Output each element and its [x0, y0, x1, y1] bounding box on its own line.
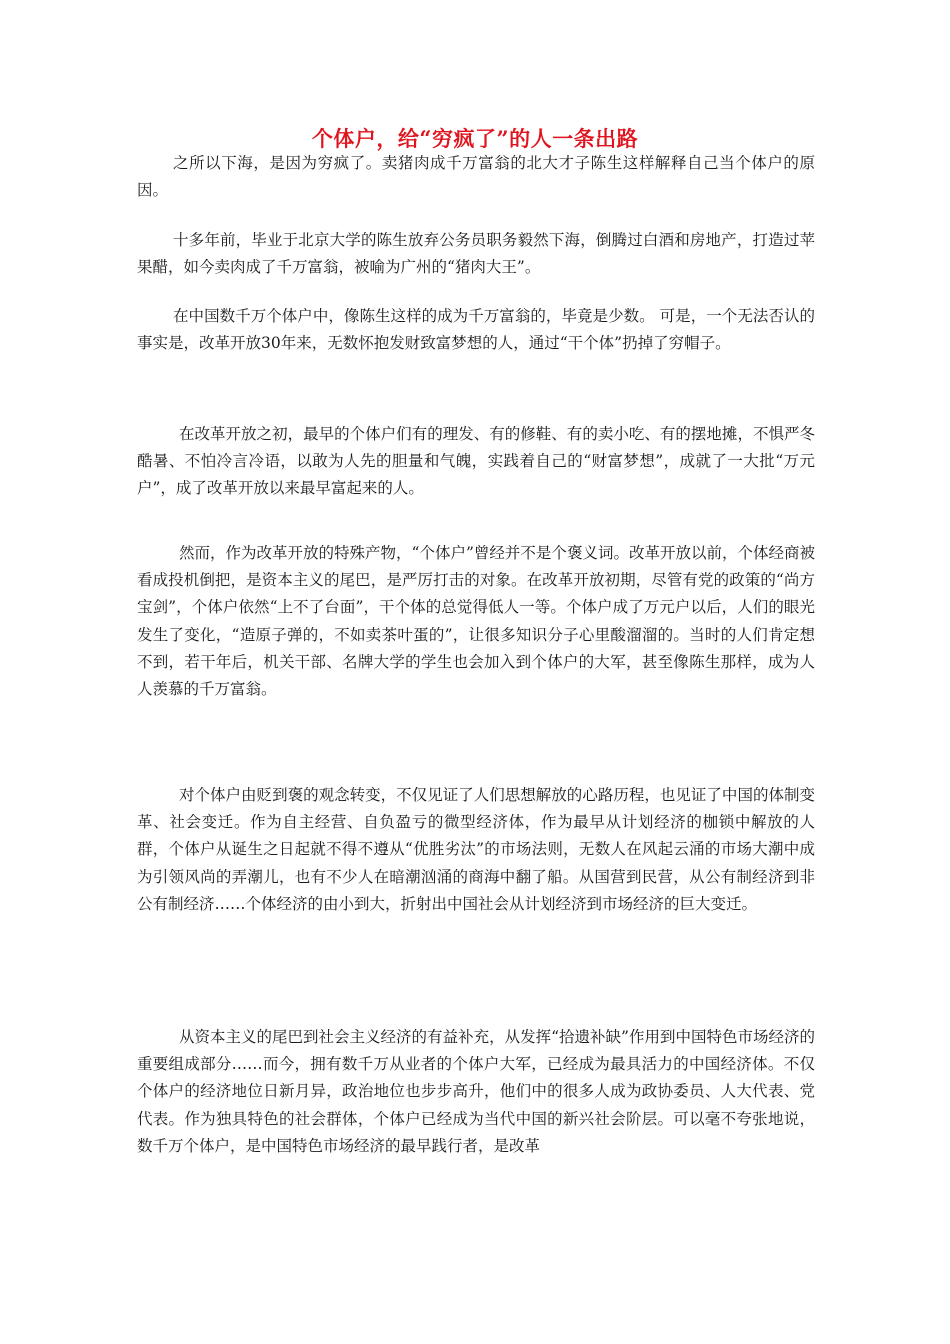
article-title: 个体户，给“穷疯了”的人一条出路: [311, 126, 639, 151]
paragraph-5: 然而，作为改革开放的特殊产物，“个体户”曾经并不是个褒义词。改革开放以前，个体经商被看成投机倒把，是资本主义的尾巴，是严厉打击的对象。在改革开放初期，尽管有党的政策的“尚方宝剑”，个体户依然“上不了台面”，干个体的总觉得低人一等。个体户成了万元户以后，人们的眼光发生了变化，“造原子弹的，不如卖茶叶蛋的”，让很多知识分子心里酸溜溜的。当时的人们肯定想不到，若干年后，机关干部、名牌大学的学生也会加入到个体户的大军，甚至像陈生那样，成为人人羡慕的千万富翁。: [137, 544, 815, 699]
paragraph-4: 在改革开放之初，最早的个体户们有的理发、有的修鞋、有的卖小吃、有的摆地摊，不惧严冬酷暑、不怕冷言冷语，以敢为人先的胆量和气魄，实践着自己的“财富梦想”，成就了一大批“万元户”，成了改革开放以来最早富起来的人。: [137, 425, 815, 498]
paragraph-2: 十多年前，毕业于北京大学的陈生放弃公务员职务毅然下海，倒腾过白酒和房地产，打造过苹果醋，如今卖肉成了千万富翁，被喻为广州的“猪肉大王”。: [137, 231, 815, 277]
paragraph-7: 从资本主义的尾巴到社会主义经济的有益补充，从发挥“拾遗补缺”作用到中国特色市场经济的重要组成部分……而今，拥有数千万从业者的个体户大军，已经成为最具活力的中国经济体。不仅个体户的经济地位日新月异，政治地位也步步高升，他们中的很多人成为政协委员、人大代表、党代表。作为独具特色的社会群体，个体户已经成为当代中国的新兴社会阶层。可以毫不夸张地说，数千万个体户，是中国特色市场经济的最早践行者，是改革: [137, 1028, 815, 1155]
paragraph-3: 在中国数千万个体户中，像陈生这样的成为千万富翁的，毕竟是少数。 可是，一个无法否认的事实是，改革开放30年来，无数怀抱发财致富梦想的人，通过“干个体”扔掉了穷帽子。: [137, 307, 815, 353]
paragraph-6: 对个体户由贬到褒的观念转变，不仅见证了人们思想解放的心路历程，也见证了中国的体制变革、社会变迁。作为自主经营、自负盈亏的微型经济体，作为最早从计划经济的枷锁中解放的人群，个体户从诞生之日起就不得不遵从“优胜劣汰”的市场法则，无数人在风起云涌的市场大潮中成为引领风尚的弄潮儿，也有不少人在暗潮汹涌的商海中翻了船。从国营到民营，从公有制经济到非公有制经济……个体经济的由小到大，折射出中国社会从计划经济到市场经济的巨大变迁。: [137, 786, 815, 913]
paragraph-1: 之所以下海，是因为穷疯了。卖猪肉成千万富翁的北大才子陈生这样解释自己当个体户的原因。: [137, 154, 815, 200]
